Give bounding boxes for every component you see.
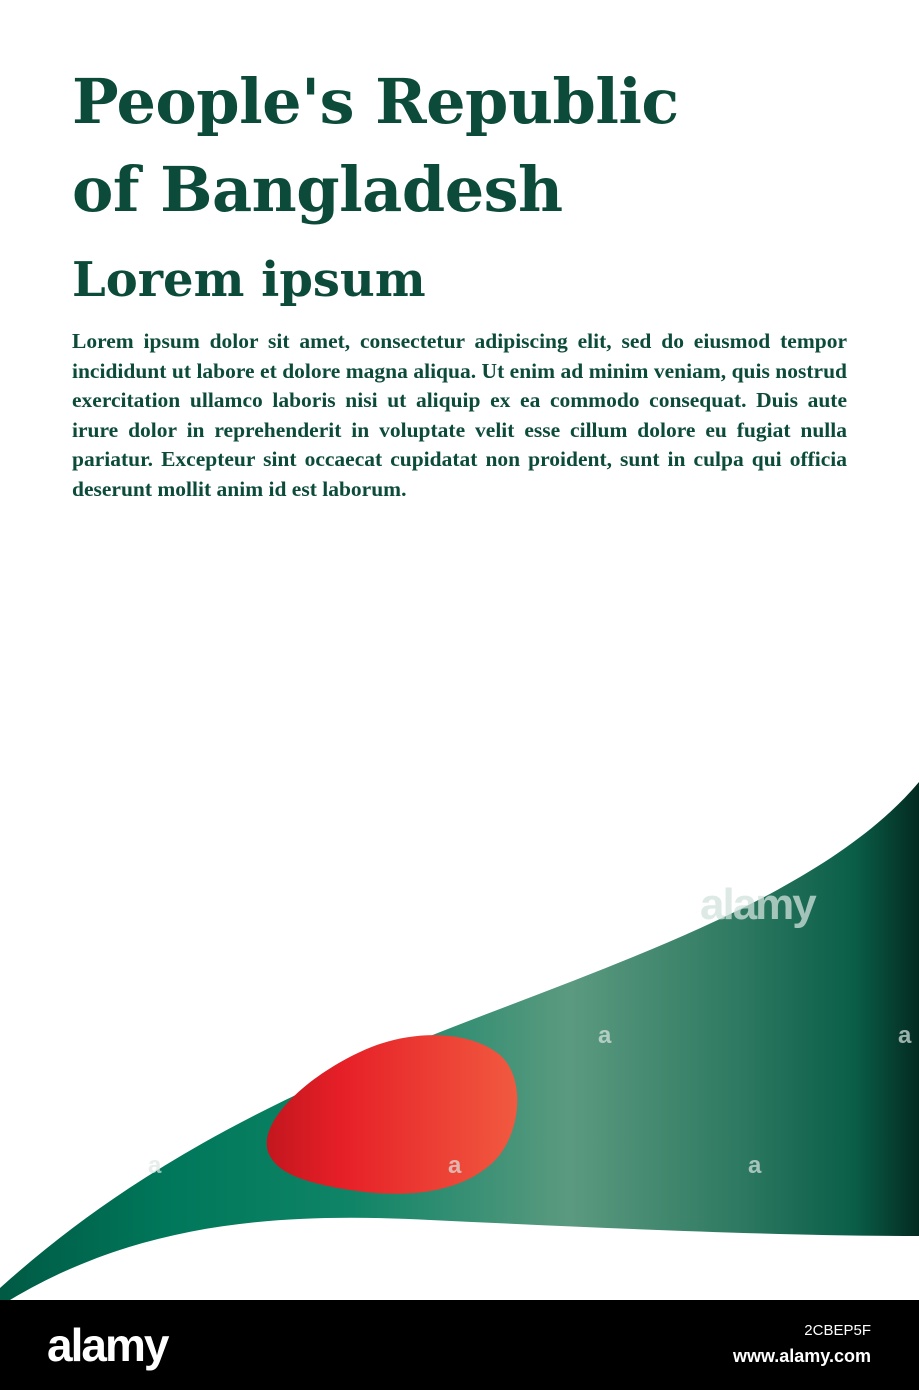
watermark-letter: a <box>448 1152 462 1179</box>
flag-red-disc <box>267 1035 518 1194</box>
watermark-letter: a <box>598 1022 612 1049</box>
watermark-letter: a <box>148 1152 162 1179</box>
watermark-letter: a <box>748 1152 762 1179</box>
title-line-1: People's Republic <box>72 65 679 138</box>
watermark-logo: alamy <box>700 880 815 929</box>
watermark-letter: a <box>898 1022 912 1049</box>
footer-url[interactable]: www.alamy.com <box>732 1346 871 1366</box>
footer-bar <box>0 1300 919 1390</box>
document-subtitle: Lorem ipsum <box>72 252 426 308</box>
body-paragraph: Lorem ipsum dolor sit amet, consectetur adipiscing elit, sed do eiusmod tempor incididunt ut labore et dolore magna aliqua. Ut enim ad minim veniam, quis nostrud exercitation ullamco laboris nisi ut aliquip ex ea commodo consequat. Duis aute irure dolor in reprehenderit in voluptate velit esse cillum dolore eu fugiat nulla pariatur. Excepteur sint occaecat cupidatat non proident, sunt in culpa qui officia deserunt mollit anim id est laborum. <box>72 329 847 501</box>
title-line-2: of Bangladesh <box>72 153 563 226</box>
footer-image-id: 2CBEP5F <box>804 1322 871 1339</box>
footer-logo: alamy <box>47 1319 168 1371</box>
